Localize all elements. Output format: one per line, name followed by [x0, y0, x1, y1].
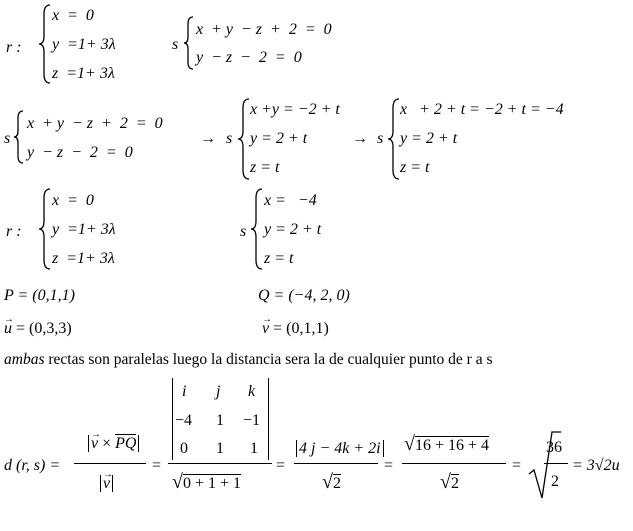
row2-s1-line-2: y − z − 2 = 0: [27, 144, 133, 161]
row3-r-line-3: z =1+ 3λ: [52, 250, 115, 267]
row2-s2-line-3: z = t: [250, 159, 280, 176]
fraction-5-bar: [544, 463, 568, 464]
row2-s-label: s: [4, 130, 11, 147]
det-r1-c3: k: [248, 383, 256, 400]
row2-s3-line-3: z = t: [400, 159, 430, 176]
det-r1-c2: j: [216, 383, 221, 400]
fraction-2-bar: [168, 463, 272, 464]
point-p: P = (0,1,1): [4, 287, 75, 304]
brace-icon: [13, 110, 25, 164]
sentence: [4, 352, 493, 368]
determinant-left-bar: [172, 378, 173, 460]
row2-s3-line-1: x + 2 + t = −2 + t = −4: [400, 101, 564, 118]
frac3-num-text: 4 j − 4k + 2i: [296, 440, 384, 457]
fraction-2-denominator: √0 + 1 + 1: [172, 471, 242, 493]
frac3-den-text: 2: [332, 475, 341, 492]
vector-v: [262, 321, 329, 337]
fraction-1-denominator: [100, 476, 113, 492]
brace-icon: [387, 98, 401, 180]
brace-icon: [183, 16, 195, 70]
frac1-pq: PQ: [115, 435, 137, 452]
det-r3-c1: 0: [180, 440, 188, 457]
row1-s-line-2: y − z − 2 = 0: [196, 49, 302, 66]
fraction-1-numerator: [88, 436, 139, 452]
row2-s1-line-1: x + y − z + 2 = 0: [27, 115, 163, 132]
row3-s-label: s: [240, 223, 247, 240]
fraction-4-bar: [402, 463, 506, 464]
sentence-italic: ambas: [4, 351, 45, 368]
fraction-3-denominator: √2: [322, 471, 341, 493]
row1-s-line-1: x + y − z + 2 = 0: [196, 21, 332, 38]
formula-lhs: d (r, s) =: [4, 457, 61, 474]
det-r3-c2: 1: [216, 440, 224, 457]
row1-r-line-1: x = 0: [52, 7, 94, 24]
equals-2: =: [276, 457, 286, 474]
fraction-5-numerator: 36: [546, 439, 562, 456]
row2-s3-line-2: y = 2 + t: [400, 130, 458, 147]
brace-icon: [250, 188, 264, 270]
row3-r-line-2: y =1+ 3λ: [52, 221, 116, 238]
row2-s2-line-2: y = 2 + t: [250, 130, 308, 147]
fraction-5-denominator: 2: [551, 473, 559, 490]
row1-r-line-3: z =1+ 3λ: [52, 65, 115, 82]
row1-r-line-2: y =1+ 3λ: [52, 36, 116, 53]
frac4-den-text: 2: [450, 475, 459, 492]
equals-3: =: [384, 457, 394, 474]
vector-v-value: = (0,1,1): [269, 320, 329, 337]
row3-r-label: r :: [6, 223, 22, 240]
row3-s-line-1: x = −4: [264, 192, 317, 209]
row2-s-label-2: s: [226, 130, 233, 147]
determinant-right-bar: [268, 378, 269, 460]
row2-arrow-1: →: [200, 130, 216, 147]
row2-arrow-2: →: [352, 130, 368, 147]
vector-v-name: → v: [262, 321, 269, 337]
row3-r-line-1: x = 0: [52, 192, 94, 209]
row2-s2-line-1: x +y = −2 + t: [250, 101, 340, 118]
frac1-v: → v: [91, 436, 98, 452]
row1-s-label: s: [172, 36, 179, 53]
vector-u: [4, 321, 72, 337]
equals-4: =: [512, 457, 522, 474]
fraction-1-bar: [74, 463, 146, 464]
brace-icon: [38, 188, 52, 270]
fraction-3-bar: [294, 463, 378, 464]
vector-u-value: = (0,3,3): [12, 320, 72, 337]
row3-s-line-2: y = 2 + t: [264, 221, 322, 238]
det-r3-c3: 1: [250, 440, 258, 457]
vector-u-name: → u: [4, 321, 12, 337]
fraction-4-denominator: √2: [440, 471, 459, 493]
brace-icon: [237, 98, 251, 180]
point-q: Q = (−4, 2, 0): [258, 287, 350, 304]
fraction-3-numerator: [296, 441, 384, 457]
row2-s-label-3: s: [377, 130, 384, 147]
sentence-rest: rectas son paralelas luego la distancia sera la de cualquier punto de r a s: [44, 351, 493, 368]
det-r2-c1: −4: [175, 412, 193, 429]
frac4-num-text: 16 + 16 + 4: [414, 437, 490, 454]
row3-s-line-3: z = t: [264, 250, 294, 267]
brace-icon: [38, 4, 52, 84]
formula-result: = 3√2u: [572, 457, 620, 474]
frac1-times: ×: [98, 435, 116, 452]
fraction-4-numerator: √16 + 16 + 4: [404, 433, 490, 455]
det-r2-c3: −1: [243, 412, 261, 429]
equals-1: =: [152, 457, 162, 474]
frac2-den-text: 0 + 1 + 1: [182, 475, 242, 492]
row1-r-label: r :: [6, 39, 22, 56]
det-r1-c1: i: [182, 383, 187, 400]
det-r2-c2: 1: [216, 412, 224, 429]
frac1-den-v: → v: [103, 476, 110, 492]
